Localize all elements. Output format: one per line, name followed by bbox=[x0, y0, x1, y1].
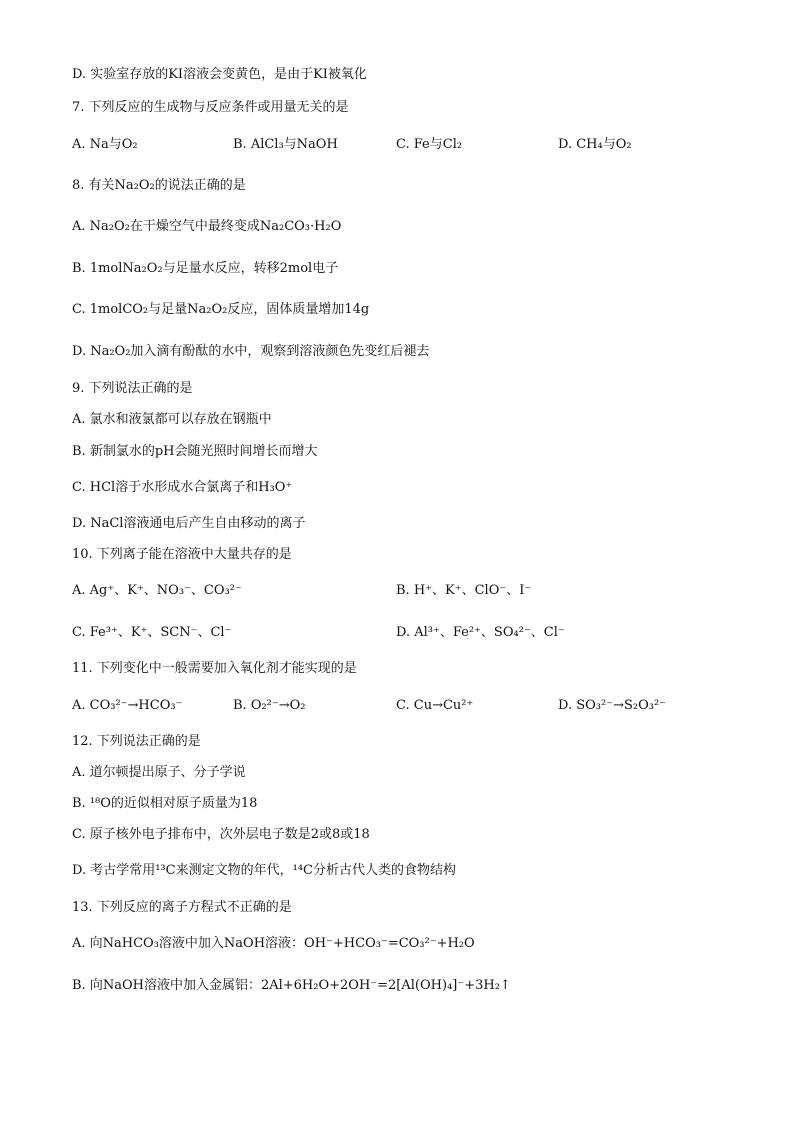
q12-option-a: A. 道尔顿提出原子、分子学说 bbox=[72, 765, 246, 780]
q8-option-a: A. Na₂O₂在干燥空气中最终变成Na₂CO₃·H₂O bbox=[72, 219, 342, 234]
q9-option-c: C. HCl溶于水形成水合氯离子和H₃O⁺ bbox=[72, 480, 293, 495]
q11-option-b: B. O₂²⁻→O₂ bbox=[233, 698, 306, 713]
q11-option-d: D. SO₃²⁻→S₂O₃²⁻ bbox=[558, 698, 667, 713]
q9-option-a: A. 氯水和液氯都可以存放在钢瓶中 bbox=[72, 412, 272, 427]
q13-option-a: A. 向NaHCO₃溶液中加入NaOH溶液：OH⁻+HCO₃⁻=CO₃²⁻+H₂O bbox=[72, 936, 475, 951]
q7-option-b: B. AlCl₃与NaOH bbox=[233, 137, 338, 152]
question-7-stem: 7. 下列反应的生成物与反应条件或用量无关的是 bbox=[72, 100, 349, 115]
question-10-stem: 10. 下列离子能在溶液中大量共存的是 bbox=[72, 547, 292, 562]
question-11-stem: 11. 下列变化中一般需要加入氧化剂才能实现的是 bbox=[72, 661, 357, 676]
q10-option-c: C. Fe³⁺、K⁺、SCN⁻、Cl⁻ bbox=[72, 625, 232, 640]
question-12-stem: 12. 下列说法正确的是 bbox=[72, 734, 201, 749]
q8-option-b: B. 1molNa₂O₂与足量水反应，转移2mol电子 bbox=[72, 261, 339, 276]
q13-option-b: B. 向NaOH溶液中加入金属铝：2Al+6H₂O+2OH⁻=2[Al(OH)₄]⁻+3H₂↑ bbox=[72, 978, 511, 993]
q9-option-b: B. 新制氯水的pH会随光照时间增长而增大 bbox=[72, 444, 318, 459]
q7-option-a: A. Na与O₂ bbox=[72, 137, 138, 152]
q6-option-d: D. 实验室存放的KI溶液会变黄色，是由于KI被氧化 bbox=[72, 67, 367, 82]
q10-option-d: D. Al³⁺、Fe²⁺、SO₄²⁻、Cl⁻ bbox=[396, 625, 565, 640]
q9-option-d: D. NaCl溶液通电后产生自由移动的离子 bbox=[72, 516, 306, 531]
q8-option-c: C. 1molCO₂与足量Na₂O₂反应，固体质量增加14g bbox=[72, 302, 370, 317]
question-8-stem: 8. 有关Na₂O₂的说法正确的是 bbox=[72, 178, 246, 193]
question-13-stem: 13. 下列反应的离子方程式不正确的是 bbox=[72, 900, 292, 915]
question-9-stem: 9. 下列说法正确的是 bbox=[72, 381, 193, 396]
q8-option-d: D. Na₂O₂加入滴有酚酞的水中，观察到溶液颜色先变红后褪去 bbox=[72, 344, 430, 359]
q12-option-c: C. 原子核外电子排布中，次外层电子数是2或8或18 bbox=[72, 827, 370, 842]
q10-option-a: A. Ag⁺、K⁺、NO₃⁻、CO₃²⁻ bbox=[72, 583, 242, 598]
q11-option-c: C. Cu→Cu²⁺ bbox=[396, 698, 474, 713]
q12-option-d: D. 考古学常用¹³C来测定文物的年代，¹⁴C分析古代人类的食物结构 bbox=[72, 863, 456, 878]
q12-option-b: B. ¹⁸O的近似相对原子质量为18 bbox=[72, 796, 258, 811]
q10-option-b: B. H⁺、K⁺、ClO⁻、I⁻ bbox=[396, 583, 532, 598]
q7-option-c: C. Fe与Cl₂ bbox=[396, 137, 463, 152]
q11-option-a: A. CO₃²⁻→HCO₃⁻ bbox=[72, 698, 183, 713]
q7-option-d: D. CH₄与O₂ bbox=[558, 137, 632, 152]
